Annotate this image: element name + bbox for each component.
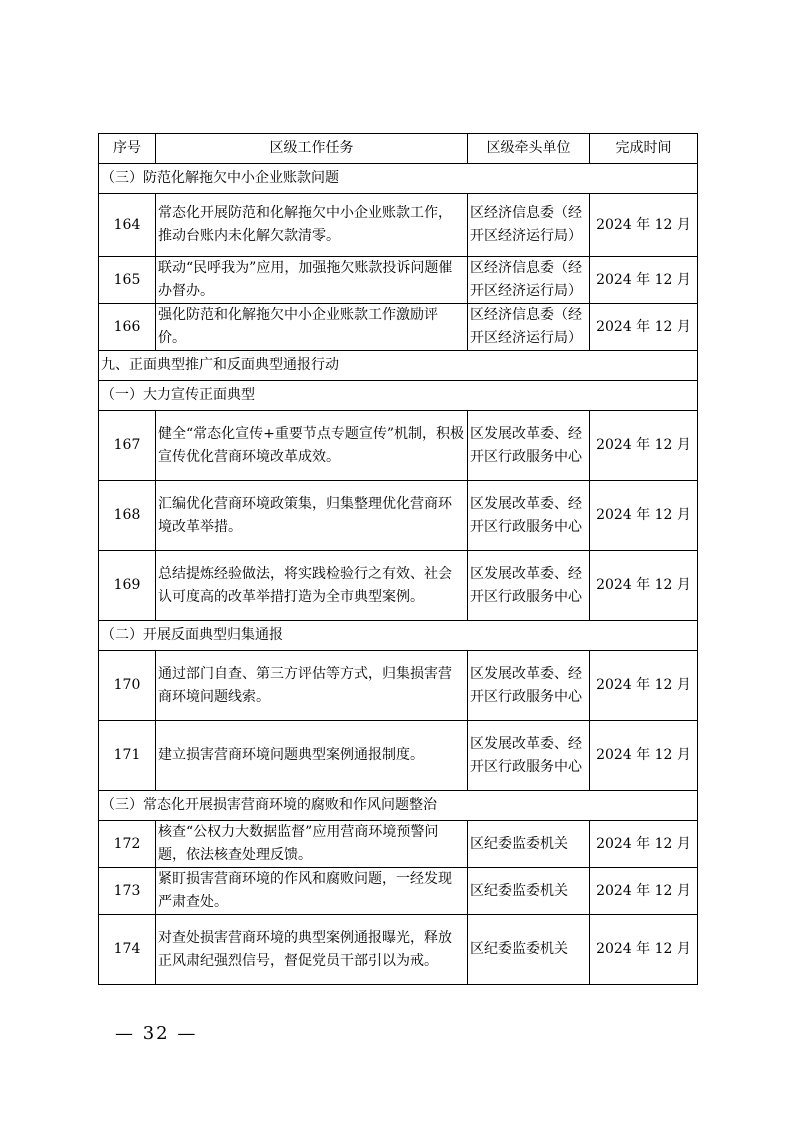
table-row: [99, 721, 698, 791]
table-row: [99, 411, 698, 481]
row-number: 173: [99, 868, 156, 915]
row-unit: 区纪委监委机关: [468, 915, 590, 985]
section-title: （一）大力宣传正面典型: [99, 381, 698, 411]
section-row: [99, 351, 698, 381]
row-number: 166: [99, 304, 156, 351]
row-unit: 区纪委监委机关: [468, 868, 590, 915]
row-unit: 区纪委监委机关: [468, 821, 590, 868]
row-task: 对查处损害营商环境的典型案例通报曝光，释放正风肃纪强烈信号，督促党员干部引以为戒。: [156, 915, 468, 985]
row-task: 常态化开展防范和化解拖欠中小企业账款工作，推动台账内未化解欠款清零。: [156, 194, 468, 257]
table-row: [99, 481, 698, 551]
row-unit: 区发展改革委、经开区行政服务中心: [468, 481, 590, 551]
task-table: [98, 133, 698, 985]
section-row: [99, 381, 698, 411]
row-task: 通过部门自查、第三方评估等方式，归集损害营商环境问题线索。: [156, 651, 468, 721]
row-unit: 区发展改革委、经开区行政服务中心: [468, 411, 590, 481]
row-task: 核查“公权力大数据监督”应用营商环境预警问题，依法核查处理反馈。: [156, 821, 468, 868]
row-unit: 区发展改革委、经开区行政服务中心: [468, 651, 590, 721]
row-time: 2024 年 12 月: [590, 411, 698, 481]
header-time: 完成时间: [590, 134, 698, 164]
section-title: （二）开展反面典型归集通报: [99, 621, 698, 651]
row-time: 2024 年 12 月: [590, 868, 698, 915]
row-number: 171: [99, 721, 156, 791]
row-time: 2024 年 12 月: [590, 257, 698, 304]
table-row: [99, 194, 698, 257]
row-task: 建立损害营商环境问题典型案例通报制度。: [156, 721, 468, 791]
header-unit: 区级牵头单位: [468, 134, 590, 164]
row-number: 170: [99, 651, 156, 721]
row-time: 2024 年 12 月: [590, 551, 698, 621]
row-number: 165: [99, 257, 156, 304]
row-task: 汇编优化营商环境政策集，归集整理优化营商环境改革举措。: [156, 481, 468, 551]
row-number: 167: [99, 411, 156, 481]
section-row: [99, 621, 698, 651]
table-row: [99, 651, 698, 721]
row-unit: 区发展改革委、经开区行政服务中心: [468, 721, 590, 791]
row-unit: 区经济信息委（经开区经济运行局）: [468, 194, 590, 257]
row-time: 2024 年 12 月: [590, 651, 698, 721]
section-title: （三）防范化解拖欠中小企业账款问题: [99, 164, 698, 194]
table-row: [99, 868, 698, 915]
section-row: [99, 791, 698, 821]
row-number: 169: [99, 551, 156, 621]
row-time: 2024 年 12 月: [590, 721, 698, 791]
table-header-row: [99, 134, 698, 164]
row-task: 联动“民呼我为”应用，加强拖欠账款投诉问题催办督办。: [156, 257, 468, 304]
row-number: 164: [99, 194, 156, 257]
table-row: [99, 304, 698, 351]
row-number: 168: [99, 481, 156, 551]
row-task: 强化防范和化解拖欠中小企业账款工作激励评价。: [156, 304, 468, 351]
header-task: 区级工作任务: [156, 134, 468, 164]
row-number: 174: [99, 915, 156, 985]
row-task: 健全“常态化宣传+重要节点专题宣传”机制，积极宣传优化营商环境改革成效。: [156, 411, 468, 481]
row-task: 总结提炼经验做法，将实践检验行之有效、社会认可度高的改革举措打造为全市典型案例。: [156, 551, 468, 621]
table-row: [99, 257, 698, 304]
table-row: [99, 821, 698, 868]
row-time: 2024 年 12 月: [590, 481, 698, 551]
row-time: 2024 年 12 月: [590, 915, 698, 985]
section-row: [99, 164, 698, 194]
row-unit: 区发展改革委、经开区行政服务中心: [468, 551, 590, 621]
row-number: 172: [99, 821, 156, 868]
row-time: 2024 年 12 月: [590, 821, 698, 868]
table-row: [99, 551, 698, 621]
row-unit: 区经济信息委（经开区经济运行局）: [468, 304, 590, 351]
row-task: 紧盯损害营商环境的作风和腐败问题，一经发现严肃查处。: [156, 868, 468, 915]
row-time: 2024 年 12 月: [590, 194, 698, 257]
chapter-title: 九、正面典型推广和反面典型通报行动: [99, 351, 698, 381]
row-time: 2024 年 12 月: [590, 304, 698, 351]
section-title: （三）常态化开展损害营商环境的腐败和作风问题整治: [99, 791, 698, 821]
table-row: [99, 915, 698, 985]
row-unit: 区经济信息委（经开区经济运行局）: [468, 257, 590, 304]
page-number: — 32 —: [115, 1023, 198, 1044]
header-number: 序号: [99, 134, 156, 164]
